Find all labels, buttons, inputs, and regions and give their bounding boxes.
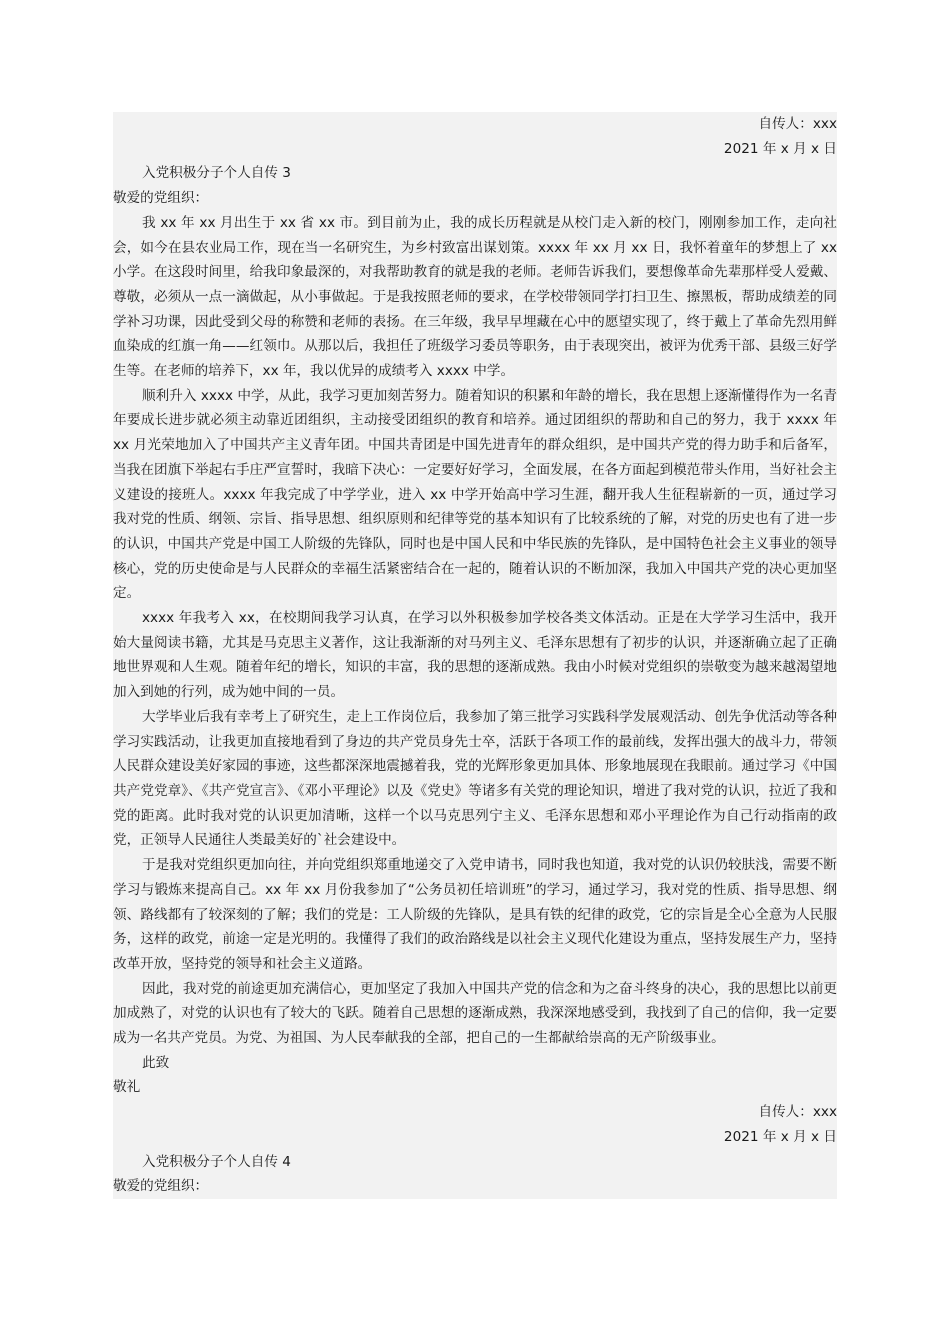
- author-signature: 自传人：xxx: [758, 116, 837, 132]
- body-paragraph: 因此，我对党的前途更加充满信心，更加坚定了我加入中国共产党的信念和为之奋斗终身的决心，我的思想比以前更加成熟了，对党的认识也有了较大的飞跃。随着自己思想的逐渐成熟，我深深地感受到，我找到了自己的信仰，我一定要成为一名共产党员。为党、为祖国、为人民奉献我的全部，把自己的一生都献给崇高的无产阶级事业。: [113, 980, 837, 1047]
- body-paragraph: 大学毕业后我有幸考上了研究生，走上工作岗位后，我参加了第三批学习实践科学发展观活动、创先争优活动等各种学习实践活动，让我更加直接地看到了身边的共产党员身先士卒，活跃于各项工作的最前线，发挥出强大的战斗力，带领人民群众建设美好家园的事迹，这些都深深地震撼着我，党的光辉形象更加具体、形象地展现在我眼前。通过学习《中国共产党党章》、《共产党宣言》、《邓小平理论》以及《党史》等诸多有关党的理论知识，增进了我对党的认识，拉近了我和党的距离。此时我对党的认识更加清晰，这样一个以马克思列宁主义、毛泽东思想和邓小平理论作为自己行动指南的政党，正领导人民通往人类最美好的`社会建设中。: [113, 708, 837, 849]
- body-paragraph: 顺利升入 xxxx 中学，从此，我学习更加刻苦努力。随着知识的积累和年龄的增长，我在思想上逐渐懂得作为一名青年要成长进步就必须主动靠近团组织，主动接受团组织的教育和培养。通过团组织的帮助和自己的努力，我于 xxxx 年 xx 月光荣地加入了中国共产主义青年团。中国共青团是中国先进青年的群众组织，是中国共产党的得力助手和后备军，当我在团旗下举起右手庄严宣誓时，我暗下决心：一定要好好学习，全面发展，在各方面起到模范带头作用，当好社会主义建设的接班人。xxxx 年我完成了中学学业，进入 xx 中学开始高中学习生涯，翻开我人生征程崭新的一页，通过学习我对党的性质、纲领、宗旨、指导思想、组织原则和纪律等党的基本知识有了比较系统的了解，对党的历史也有了进一步的认识，中国共产党是中国工人阶级的先锋队，同时也是中国人民和中华民族的先锋队，是中国特色社会主义事业的领导核心，党的历史使命是与人民群众的幸福生活紧密结合在一起的，随着认识的不断加深，我加入中国共产党的决心更加坚定。: [113, 387, 837, 602]
- document-body: [113, 112, 837, 1199]
- author-signature: 自传人：xxx: [758, 1104, 837, 1121]
- section-title: 入党积极分子个人自传 4: [142, 1153, 291, 1170]
- section-title: 入党积极分子个人自传 3: [142, 165, 291, 182]
- closing-line: 此致: [142, 1054, 170, 1071]
- closing-salute: 敬礼: [113, 1079, 141, 1096]
- salutation: 敬爱的党组织：: [113, 1178, 209, 1195]
- body-paragraph: 于是我对党组织更加向往，并向党组织郑重地递交了入党申请书，同时我也知道，我对党的认识仍较肤浅，需要不断学习与锻炼来提高自己。xx 年 xx 月份我参加了“公务员初任培训班”的学习，通过学习，我对党的性质、指导思想、纲领、路线都有了较深刻的了解；我们的党是：工人阶级的先锋队，是具有铁的纪律的政党，它的宗旨是全心全意为人民服务，这样的政党，前途一定是光明的。我懂得了我们的政治路线是以社会主义现代化建设为重点，坚持发展生产力，坚持改革开放，坚持党的领导和社会主义道路。: [113, 857, 837, 972]
- salutation: 敬爱的党组织：: [113, 190, 209, 207]
- body-paragraph: 我 xx 年 xx 月出生于 xx 省 xx 市。到目前为止，我的成长历程就是从校门走入新的校门，刚刚参加工作，走向社会，如今在县农业局工作，现在当一名研究生，为乡村致富出谋划策。xxxx 年 xx 月 xx 日，我怀着童年的梦想上了 xx 小学。在这段时间里，给我印象最深的，对我帮助教育的就是我的老师。老师告诉我们，要想像革命先辈那样受人爱戴、尊敬，必须从一点一滴做起，从小事做起。于是我按照老师的要求，在学校带领同学打扫卫生、擦黑板，帮助成绩差的同学补习功课，因此受到父母的称赞和老师的表扬。在三年级，我早早埋藏在心中的愿望实现了，终于戴上了革命先烈用鲜血染成的红旗一角——红领巾。从那以后，我担任了班级学习委员等职务，由于表现突出，被评为优秀干部、县级三好学生等。在老师的培养下，xx 年，我以优异的成绩考入 xxxx 中学。: [113, 214, 837, 380]
- body-paragraph: xxxx 年我考入 xx，在校期间我学习认真，在学习以外积极参加学校各类文体活动。正是在大学学习生活中，我开始大量阅读书籍，尤其是马克思主义著作，这让我渐渐的对马列主义、毛泽东思想有了初步的认识，并逐渐确立起了正确地世界观和人生观。随着年纪的增长，知识的丰富，我的思想的逐渐成熟。我由小时候对党组织的崇敬变为越来越渴望地加入到她的行列，成为她中间的一员。: [113, 610, 837, 701]
- signature-date: 2021 年 x 月 x 日: [723, 140, 837, 157]
- signature-date: 2021 年 x 月 x 日: [723, 1128, 837, 1145]
